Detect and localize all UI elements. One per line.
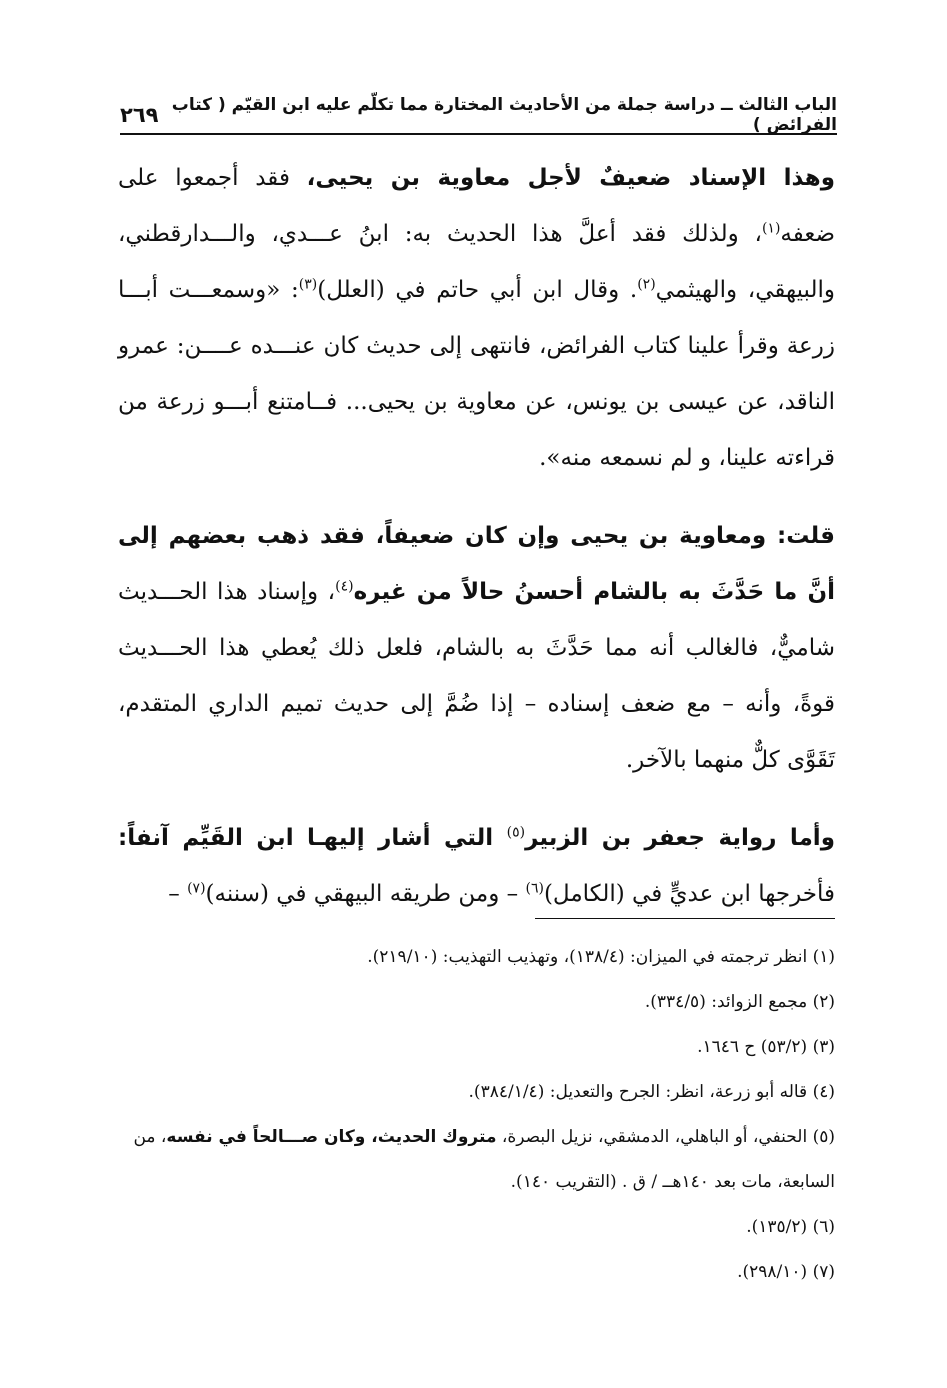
footnote-ref-2: (٢) bbox=[637, 276, 656, 293]
footnote-6: (٦) (١٣٥/٢). bbox=[746, 1217, 835, 1237]
para1-text-1: فقد أجمعوا على ضعفه bbox=[118, 165, 835, 247]
footnote-ref-3: (٣) bbox=[298, 276, 318, 293]
footnote-ref-5: (٥) bbox=[506, 824, 526, 841]
footnote-5 bbox=[118, 1115, 835, 1205]
para3-text-2: – ومن طريقه البيهقي في (سننه) bbox=[205, 881, 526, 907]
footnote-5-part-1: (٥) الحنفي، أو الباهلي، الدمشقي، نزيل البصرة، bbox=[496, 1127, 835, 1147]
para2-text-1: ، وإسناد هذا الحـــديث شاميٌّ، فالغالب أنه مما حَدَّثَ به بالشام، فلعل ذلك يُعطي هذا الحـــديث قوةً، وأنه – مع ضعف إسناده – إذا ضُمَّ إلى حديث تميم الداري المتقدم، تَقَوَّى كلٌّ منهما بالآخر. bbox=[118, 579, 835, 773]
footnote-3: (٣) (٥٣/٢) ح ١٦٤٦. bbox=[697, 1037, 835, 1057]
footnote-ref-4: (٤) bbox=[335, 578, 354, 595]
paragraph-2 bbox=[118, 508, 835, 788]
footnote-ref-1: (١) bbox=[761, 220, 781, 237]
header-rule bbox=[120, 133, 837, 135]
para2-bold: قلت: ومعاوية بن يحيى وإن كان ضعيفاً، فقد ذهب بعضهم إلى أنَّ ما حَدَّثَ به بالشام أحسنُ حالاً من غيره bbox=[118, 523, 836, 605]
para3-text-1: فأخرجها ابن عديٍّ في (الكامل) bbox=[543, 881, 835, 907]
para3-bold-2: التي أشار إليهـا ابن القَيِّم آنفاً: bbox=[118, 825, 507, 851]
footnote-4: (٤) قاله أبو زرعة، انظر: الجرح والتعديل: (٣٨٤/١/٤). bbox=[468, 1082, 835, 1102]
footnotes bbox=[118, 935, 835, 1295]
para3-text-3: – bbox=[168, 881, 188, 907]
footnote-5-part-2: ، من السابعة، مات بعد ١٤٠هــ / ق . (التقريب ١٤٠). bbox=[133, 1127, 835, 1192]
para3-bold-1: وأما رواية جعفر بن الزبير bbox=[525, 825, 835, 851]
paragraph-gap bbox=[118, 486, 835, 508]
footnote-1: (١) انظر ترجمته في الميزان: (١٣٨/٤)، وتهذيب التهذيب: (٢١٩/١٠). bbox=[367, 947, 835, 967]
footnote-ref-6: (٦) bbox=[525, 880, 544, 897]
running-header bbox=[120, 95, 837, 135]
chapter-title: الباب الثالث ــ دراسة جملة من الأحاديث المختارة مما تكلّم عليه ابن القيّم ( كتاب الفرائض ) bbox=[171, 95, 837, 135]
para1-text-3: . وقال ابن أبي حاتم في (العلل) bbox=[317, 277, 638, 303]
page-number: ٢٦٩ bbox=[120, 103, 159, 127]
footnote-2: (٢) مجمع الزوائد: (٣٣٤/٥). bbox=[644, 992, 835, 1012]
footnote-ref-7: (٧) bbox=[187, 880, 206, 897]
para1-text-4: : «وسمعـــت أبـــا زرعة وقرأ علينا كتاب الفرائض، فانتهى إلى حديث كان عنـــده عــــن: عمرو الناقد، عن عيسى بن يونس، عن معاوية بن يحيى... فــامتنع أبـــو زرعة من قراءته علينا، و لم نسمعه منه». bbox=[118, 277, 835, 471]
paragraph-1 bbox=[118, 150, 835, 486]
para1-text-2: ، ولذلك فقد أعلَّ هذا الحديث به: ابنُ عـــدي، والـــدارقطني، والبيهقي، والهيثمي bbox=[118, 221, 835, 303]
footnote-separator bbox=[535, 918, 835, 919]
paragraph-gap bbox=[118, 788, 835, 810]
footnote-7: (٧) (٢٩٨/١٠). bbox=[737, 1262, 835, 1282]
footnote-5-bold: متروك الحديث، وكان صـــالحاً في نفسه bbox=[166, 1127, 497, 1147]
main-text bbox=[118, 150, 835, 922]
paragraph-3 bbox=[118, 810, 835, 922]
para1-bold: وهذا الإسناد ضعيفٌ لأجل معاوية بن يحيى، bbox=[306, 165, 835, 191]
